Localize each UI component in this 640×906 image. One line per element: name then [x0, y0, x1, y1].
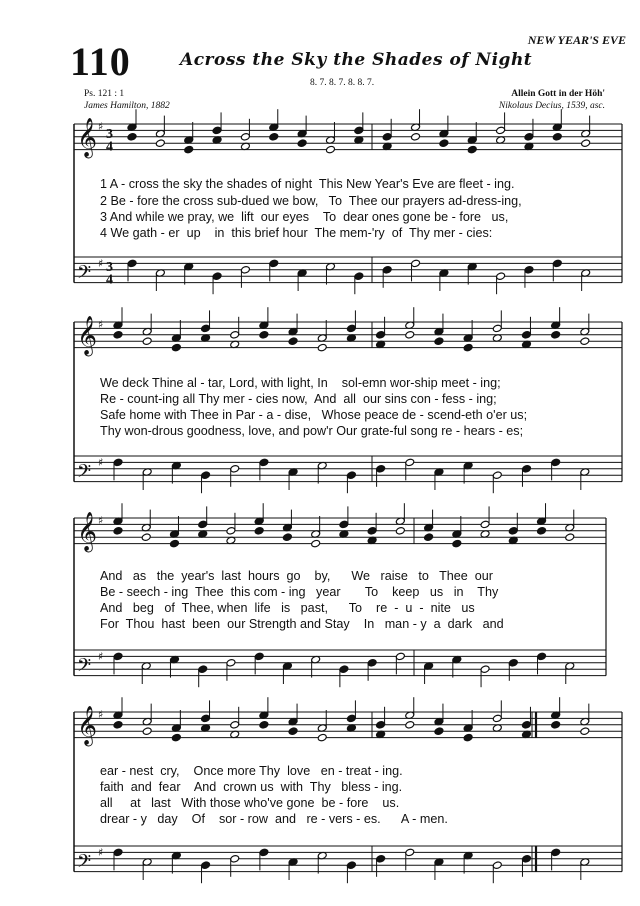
note-head [297, 139, 307, 148]
note-head [552, 133, 562, 142]
lyric-line: drear - y day Of sor - row and re - vers - es. A - men. [100, 812, 448, 826]
note-head [492, 861, 502, 870]
note-head [405, 721, 415, 730]
hymn-number: 110 [70, 39, 131, 84]
note-head [269, 133, 279, 142]
note-head [467, 145, 477, 154]
section-heading: NEW YEAR'S EVE [527, 33, 626, 47]
treble-clef-icon: 𝄞 [77, 705, 98, 746]
note-head [346, 324, 356, 333]
note-head [524, 266, 534, 275]
sharp-icon: ♯ [98, 650, 104, 663]
lyric-line: 1 A - cross the sky the shades of night This New Year's Eve are fleet - ing. [100, 177, 515, 191]
note-head [113, 527, 123, 536]
note-head [259, 331, 269, 340]
note-head [376, 465, 386, 474]
note-head [259, 721, 269, 730]
note-head [317, 733, 327, 742]
note-head [424, 533, 434, 542]
note-head [339, 520, 349, 529]
note-head [537, 527, 547, 536]
note-head [113, 458, 123, 467]
note-head [463, 343, 473, 352]
note-head [259, 458, 269, 467]
sharp-icon: ♯ [98, 514, 104, 527]
note-head [367, 527, 377, 536]
note-head [325, 145, 335, 154]
note-head [254, 527, 264, 536]
note-head [212, 272, 222, 281]
note-head [508, 659, 518, 668]
bass-clef-icon: 𝄢 [77, 655, 92, 681]
note-head [492, 714, 502, 723]
note-head [226, 659, 236, 668]
note-head [113, 721, 123, 730]
note-head [171, 343, 181, 352]
note-head [405, 331, 415, 340]
lyric-line: all at last With those who've gone be - fore us. [100, 796, 400, 810]
lyric-line: We deck Thine al - tar, Lord, with light, In sol-emn wor-ship meet - ing; [100, 376, 501, 390]
note-head [317, 343, 327, 352]
note-head [521, 855, 531, 864]
note-head [480, 665, 490, 674]
note-head [492, 471, 502, 480]
note-head [521, 721, 531, 730]
time-signature-top: 3 [106, 126, 113, 142]
note-head [201, 714, 211, 723]
note-head [198, 520, 208, 529]
note-head [405, 848, 415, 857]
lyric-line: ear - nest cry, Once more Thy love en - treat - ing. [100, 764, 403, 778]
lyric-line: Re - count-ing all Thy mer - cies now, And all our sins con - fess - ing; [100, 392, 497, 406]
note-head [259, 848, 269, 857]
note-head [288, 337, 298, 346]
note-head [382, 266, 392, 275]
note-head [113, 331, 123, 340]
note-head [580, 727, 590, 736]
sharp-icon: ♯ [98, 708, 104, 721]
note-head [581, 139, 591, 148]
note-head [339, 665, 349, 674]
note-head [551, 721, 561, 730]
tune-name: Allein Gott in der Höh' [511, 89, 605, 99]
sharp-icon: ♯ [98, 456, 104, 469]
note-head [198, 665, 208, 674]
lyric-line: Safe home with Thee in Par - a - dise, Whose peace de - scend-eth o'er us; [100, 408, 528, 422]
meter: 8. 7. 8. 7. 8. 8. 7. [310, 78, 375, 88]
treble-clef-icon: 𝄞 [77, 117, 98, 158]
note-head [552, 259, 562, 268]
time-signature-bottom: 4 [106, 272, 113, 288]
note-head [240, 266, 250, 275]
note-head [169, 539, 179, 548]
note-head [201, 324, 211, 333]
note-head [382, 133, 392, 142]
hymn-title: Across the Sky the Shades of Night [180, 50, 533, 70]
treble-clef-icon: 𝄞 [77, 511, 98, 552]
note-head [395, 652, 405, 661]
bass-clef-icon: 𝄢 [77, 262, 92, 288]
note-head [346, 471, 356, 480]
lyric-line: And as the year's last hours go by, We raise to Thee our [100, 569, 493, 583]
note-head [201, 861, 211, 870]
note-head [113, 652, 123, 661]
lyric-line: Thy won-drous goodness, love, and pow'r Our grate-ful song re - hears - es; [100, 424, 524, 438]
note-head [367, 659, 377, 668]
note-head [537, 652, 547, 661]
lyric-line: Be - seech - ing Thee this com - ing year To keep us in Thy [100, 585, 499, 599]
time-signature-bottom: 4 [106, 139, 113, 155]
note-head [452, 539, 462, 548]
note-head [155, 139, 165, 148]
note-head [354, 272, 364, 281]
note-head [184, 145, 194, 154]
sharp-icon: ♯ [98, 846, 104, 859]
note-head [411, 259, 421, 268]
note-head [463, 733, 473, 742]
note-head [411, 133, 421, 142]
note-head [434, 727, 444, 736]
note-head [496, 126, 506, 135]
note-head [580, 337, 590, 346]
note-head [395, 527, 405, 536]
note-head [521, 465, 531, 474]
note-head [240, 133, 250, 142]
note-head [142, 337, 152, 346]
lyric-line: faith and fear And crown us with Thy bless - ing. [100, 780, 403, 794]
time-signature-top: 3 [106, 259, 113, 275]
note-head [141, 533, 151, 542]
note-head [127, 259, 137, 268]
lyric-line: 4 We gath - er up in this brief hour The mem-'ry of Thy mer - cies: [100, 226, 493, 240]
note-head [113, 848, 123, 857]
note-head [142, 727, 152, 736]
bass-clef-icon: 𝄢 [77, 461, 92, 487]
note-head [439, 139, 449, 148]
note-head [376, 721, 386, 730]
note-head [376, 331, 386, 340]
scripture-reference: Ps. 121 : 1 [84, 89, 125, 99]
note-head [226, 527, 236, 536]
note-head [496, 272, 506, 281]
note-head [282, 533, 292, 542]
note-head [524, 133, 534, 142]
bass-clef-icon: 𝄢 [77, 851, 92, 877]
note-head [269, 259, 279, 268]
note-head [230, 465, 240, 474]
text-author: James Hamilton, 1882 [84, 101, 170, 111]
note-head [480, 520, 490, 529]
sharp-icon: ♯ [98, 257, 104, 270]
note-head [230, 721, 240, 730]
treble-clef-icon: 𝄞 [77, 315, 98, 356]
note-head [434, 337, 444, 346]
note-head [376, 855, 386, 864]
note-head [212, 126, 222, 135]
note-head [201, 471, 211, 480]
tune-composer: Nikolaus Decius, 1539, asc. [498, 101, 605, 111]
lyric-line: For Thou hast been our Strength and Stay In man - y a dark and [100, 617, 504, 631]
note-head [521, 331, 531, 340]
note-head [230, 331, 240, 340]
note-head [551, 458, 561, 467]
note-head [288, 727, 298, 736]
note-head [171, 733, 181, 742]
note-head [551, 848, 561, 857]
note-head [230, 855, 240, 864]
note-head [346, 861, 356, 870]
note-head [508, 527, 518, 536]
sharp-icon: ♯ [98, 318, 104, 331]
note-head [492, 324, 502, 333]
note-head [127, 133, 137, 142]
note-head [254, 652, 264, 661]
note-head [405, 458, 415, 467]
note-head [551, 331, 561, 340]
lyric-line: And beg of Thee, when life is past, To re - u - nite us [100, 601, 475, 615]
note-head [346, 714, 356, 723]
sharp-icon: ♯ [98, 120, 104, 133]
lyric-line: 2 Be - fore the cross sub-dued we bow, To Thee our prayers ad-dress-ing, [100, 194, 522, 208]
note-head [565, 533, 575, 542]
note-head [354, 126, 364, 135]
note-head [311, 539, 321, 548]
lyric-line: 3 And while we pray, we lift our eyes To dear ones gone be - fore us, [100, 210, 509, 224]
